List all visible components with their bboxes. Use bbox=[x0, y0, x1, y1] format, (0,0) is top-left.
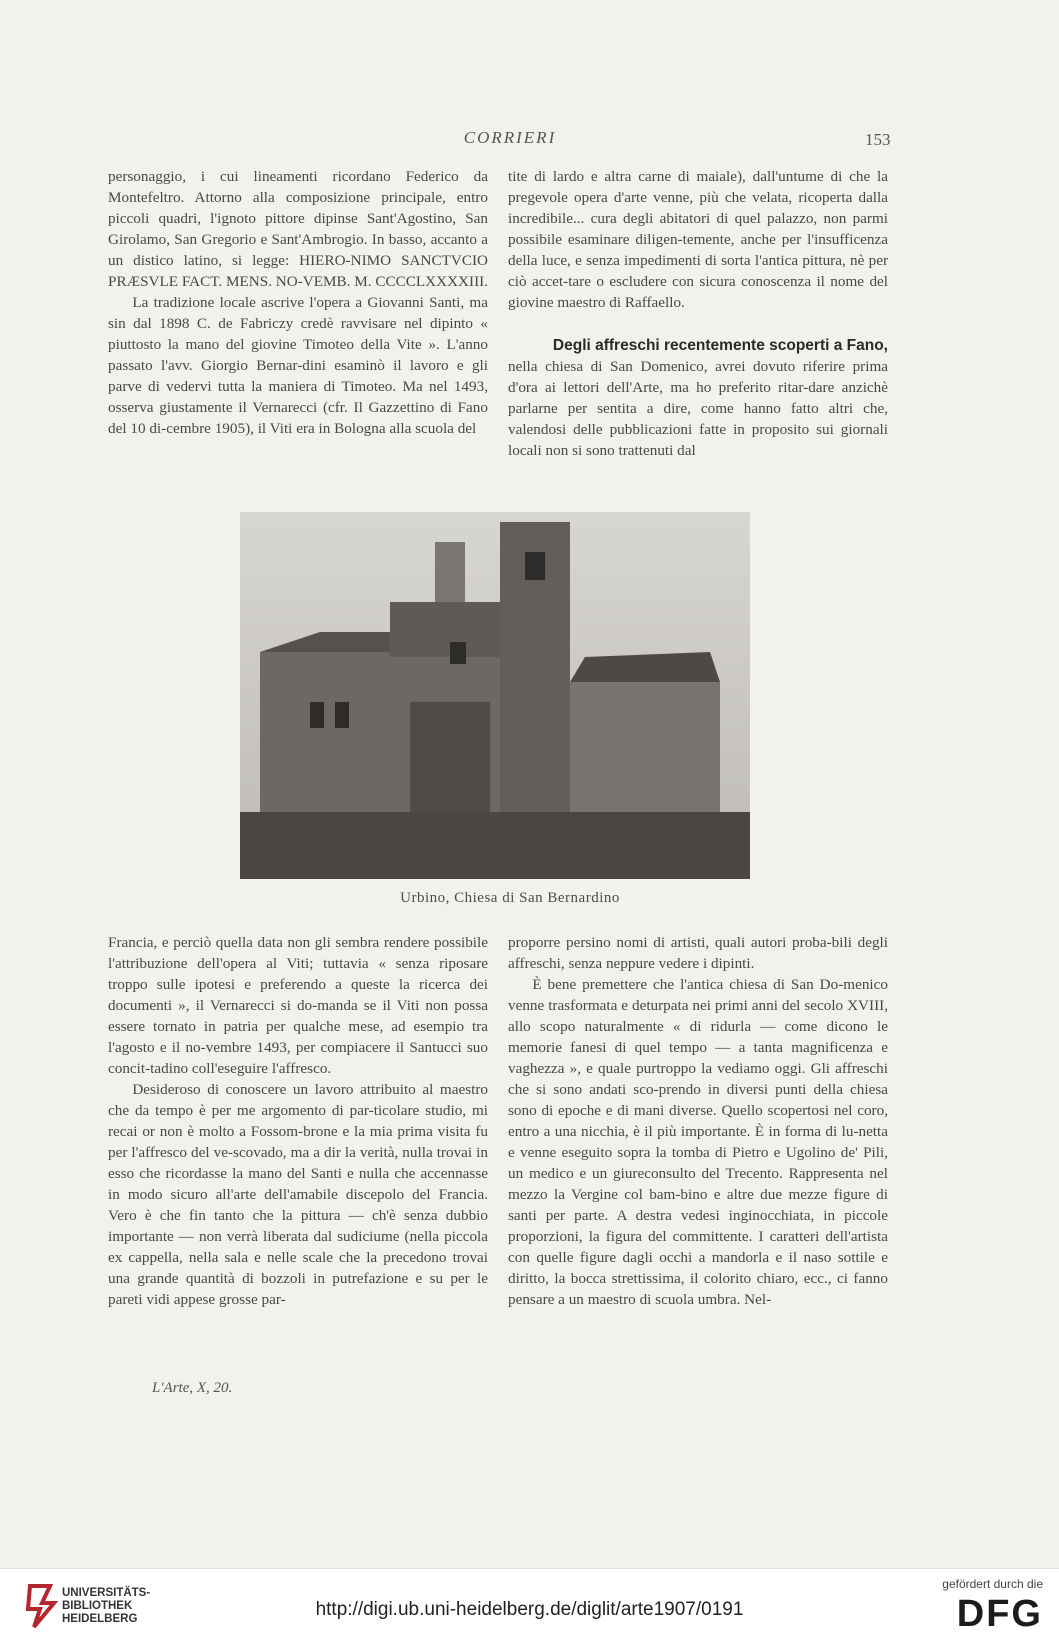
paragraph: La tradizione locale ascrive l'opera a Giovanni Santi, ma sin dal 1898 C. de Fabriczy credè ravvisare nel dipinto « piuttosto la mano del giovine Timoteo della Vite ». L'anno passato l'avv. Giorgio Bernar-dini esaminò il lavoro e gli parve di vedervi tutta la maniera di Timoteo. Ma nel 1493, osserva giustamente il Vernarecci (cfr. Il Gazzettino di Fano del 10 di-cembre 1905), il Viti era in Bologna alla scuola del bbox=[108, 294, 488, 437]
page-number: 153 bbox=[865, 130, 891, 149]
page-signature: L'Arte, X, 20. bbox=[152, 1380, 233, 1396]
paragraph: Desideroso di conoscere un lavoro attribuito al maestro che da tempo è per me argomento di par-ticolare studio, mi recai or non è molto a Fossom-brone e la mia prima visita fu per l'affresco del ve-scovado, ma a dir la verità, nulla trovai in esso che ricordasse la mano del Santi e nulla che accennasse in modo sicuro all'arte dell'amabile discepolo del Francia. Vero è che fin tanto che la pittura — ch'è senza dubbio importante — non verrà liberata dal sudiciume (nella piccola ex cappella, nella sala e nelle scale che la precedono trovai una grande quantità di bozzoli in putrefazione e su per le pareti vidi appese grosse par- bbox=[108, 1081, 488, 1308]
paragraph: personaggio, i cui lineamenti ricordano Federico da Montefeltro. Attorno alla composizione principale, entro piccoli quadri, l'ignoto pittore dipinse Sant'Agostino, San Girolamo, San Gregorio e Sant'Ambrogio. In basso, accanto a un distico latino, si legge: HIERO-NIMO SANCTVCIO PRÆSVLE FACT. MENS. NO-VEMB. M. CCCCLXXXXIII. bbox=[108, 168, 488, 290]
figure-caption: Urbino, Chiesa di San Bernardino bbox=[400, 890, 620, 906]
funded-by-label: gefördert durch die bbox=[942, 1577, 1043, 1591]
library-name-line: BIBLIOTHEK bbox=[62, 1600, 133, 1612]
section-title: Degli affreschi recentemente scoperti a Fano, bbox=[552, 337, 888, 354]
library-name-line: UNIVERSITÄTS- bbox=[62, 1587, 151, 1599]
paragraph: tite di lardo e altra carne di maiale), dall'untume di che la pregevole opera d'arte venne, più che velata, ricoperta dalla incredibile... cura degli abitatori di quel palazzo, non parmi possibile esaminare diligen-temente, anche per l'insufficenza della luce, e senza impedimenti di sorta l'antica pittura, nè per ciò accet-tare o escludere con sicura conoscenza il nome del giovine maestro di Raffaello. bbox=[508, 168, 888, 311]
library-name-line: HEIDELBERG bbox=[62, 1613, 138, 1625]
footer-bar bbox=[0, 1568, 1059, 1647]
church-photograph bbox=[240, 512, 750, 879]
permalink-url[interactable]: http://digi.ub.uni-heidelberg.de/diglit/arte1907/0191 bbox=[315, 1599, 744, 1620]
paragraph: nella chiesa di San Domenico, avrei dovuto riferire prima d'ora ai lettori dell'Arte, ma ho preferito ritar-dare anzichè parlarne per sentita a dire, come hanno fatto altri che, valendosi delle pubblicazioni fatte in proposito sui giornali locali non si sono trattenuti dal bbox=[508, 358, 888, 459]
dfg-logo[interactable]: DFG bbox=[956, 1593, 1043, 1635]
paragraph: È bene premettere che l'antica chiesa di San Do-menico venne trasformata e deturpata nei primi anni del secolo XVIII, allo scopo naturalmente « di ridurla — come dicono le memorie fanesi di quel tempo — a tanta magnificenza e vaghezza », e quale purtroppo la vediamo oggi. Gli affreschi che si sono andati sco-prendo in diversi punti della chiesa sono di epoche e di mani diverse. Quello scopertosi nel coro, entro a una nicchia, è il più importante. È in forma di lu-netta e venne eseguito sopra la tomba di Pietro e Ugolino de' Pili, un medico e un giureconsulto del Trecento. Rappresenta nel mezzo la Vergine col bam-bino e altre due mezze figure di santi per parte. A destra vedesi inginocchiata, in piccole proporzioni, la figura del committente. I caratteri dell'artista con quelle figure dagli occhi a mandorla e il naso sottile e diritto, la bocca strettissima, il colorito chiaro, ecc., ci fanno pensare a un maestro di scuola umbra. Nel- bbox=[508, 976, 888, 1308]
running-head: CORRIERI bbox=[463, 128, 557, 147]
paragraph: Francia, e perciò quella data non gli sembra rendere possibile l'attribuzione dell'opera al Viti; tuttavia « senza riposare troppo sulle ipotesi e preferendo a queste la ricerca dei documenti », il Vernarecci si do-manda se il Viti non possa essere tornato in patria per qualche mese, ad esempio tra l'agosto e il no-vembre 1493, per compiacere il Santucci suo concit-tadino coll'eseguire l'affresco. bbox=[108, 934, 488, 1077]
column-right-bottom bbox=[508, 932, 888, 1310]
column-left-top bbox=[108, 166, 488, 439]
paragraph: proporre persino nomi di artisti, quali autori proba-bili degli affreschi, senza neppure vedere i dipinti. bbox=[508, 934, 888, 972]
column-right-top bbox=[508, 166, 888, 461]
column-left-bottom bbox=[108, 932, 488, 1310]
church-illustration bbox=[240, 512, 750, 879]
